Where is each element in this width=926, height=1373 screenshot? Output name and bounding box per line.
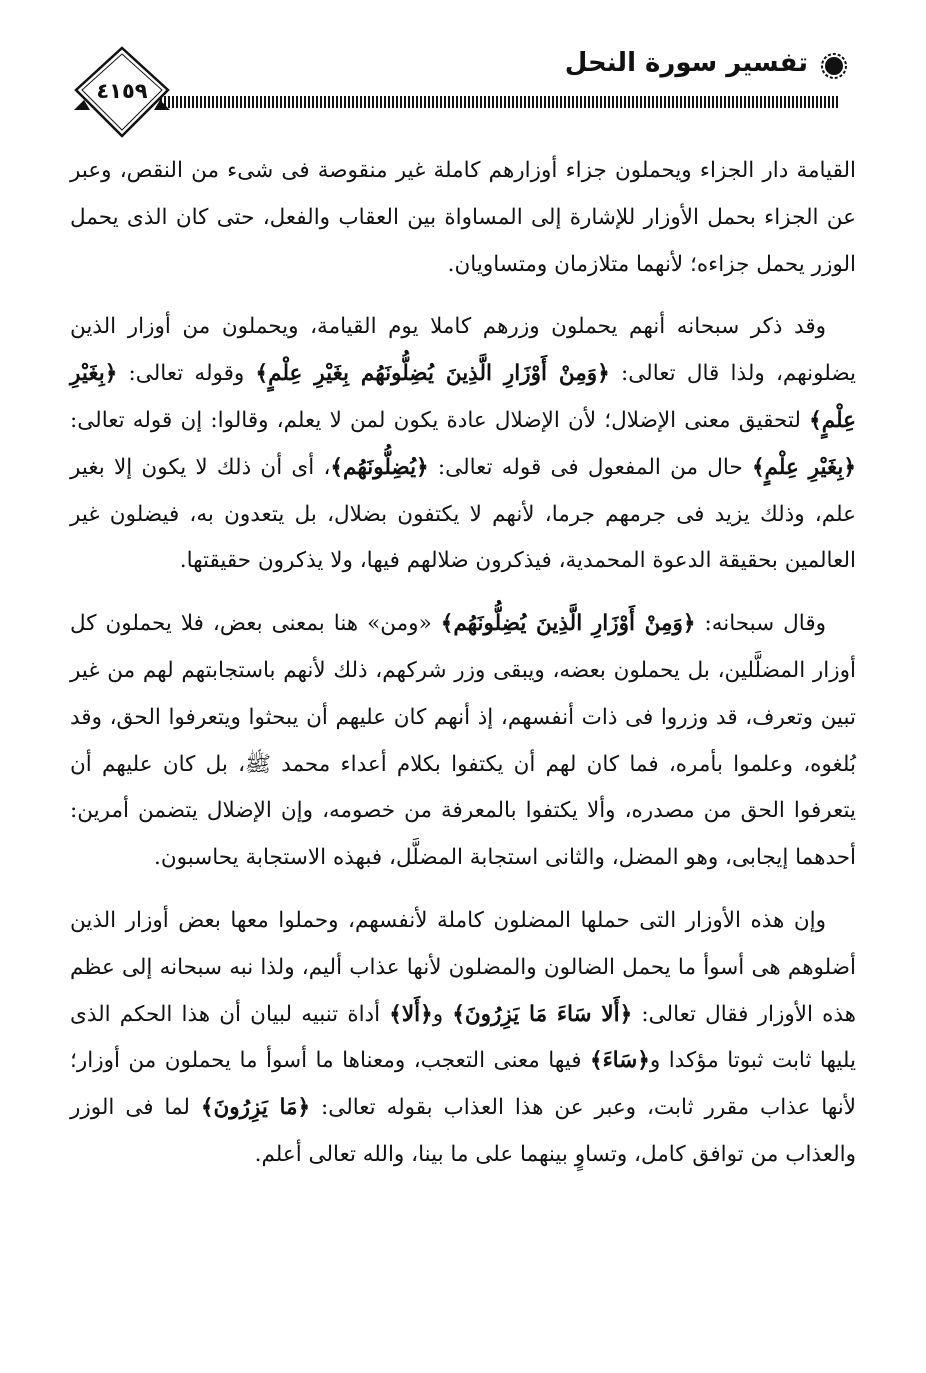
quran-quote: ﴿سَاءَ﴾ <box>589 1048 650 1074</box>
paragraph <box>70 148 856 288</box>
body-text <box>70 148 856 1195</box>
quran-quote: ﴿مَا يَزِرُونَ﴾ <box>200 1095 311 1121</box>
paragraph-text: حال من المفعول فى قوله تعالى: <box>428 454 752 480</box>
paragraph-text: لتحقيق معنى الإضلال؛ لأن الإضلال عادة يكون لمن لا يعلم، وقالوا: إن قوله تعالى: <box>70 407 810 433</box>
page-header <box>0 0 926 150</box>
running-title: تفسير سورة النحل <box>564 48 808 78</box>
paragraph-text: ، أى أن ذلك لا يكون إلا بغير علم، وذلك يزيد فى جرمهم جرما، لأنهم لا يكتفون بضلال، بل يتعدون به، فيضلون غير العالمين بحقيقة الدعوة المحمدية، فيذكرون ضلالهم فيها، ولا يذكرون حقيقتها. <box>70 454 856 574</box>
paragraph-text: أداة تنبيه لبيان أن هذا الحكم الذى يليها ثابت ثبوتا مؤكدا و <box>70 1001 856 1074</box>
paragraph-text: وقد ذكر سبحانه أنهم يحملون وزرهم كاملا يوم القيامة، ويحملون من أوزار الذين يضلونهم، ولذا قال تعالى: <box>70 314 856 387</box>
paragraph <box>70 304 856 585</box>
header-rule <box>160 96 840 108</box>
paragraph-text: لما فى الوزر والعذاب من توافق كامل، وتساوٍ بينهما على ما بينا، والله تعالى أعلم. <box>70 1095 856 1167</box>
quran-quote: ﴿بِغَيْرِ عِلْمٍ﴾ <box>751 454 856 480</box>
flower-ornament-icon <box>820 52 848 80</box>
quran-quote: ﴿يُضِلُّونَهُم﴾ <box>330 454 429 480</box>
paragraph-text: وقال سبحانه: <box>695 611 826 637</box>
quran-quote: ﴿أَلا سَاءَ مَا يَزِرُونَ﴾ <box>452 1001 633 1027</box>
quran-quote: ﴿وَمِنْ أَوْزَارِ الَّذِينَ يُضِلُّونَهُم﴾ <box>440 611 696 637</box>
quran-quote: ﴿أَلا﴾ <box>389 1001 433 1027</box>
paragraph <box>70 601 856 882</box>
paragraph <box>70 898 856 1179</box>
paragraph-text: و <box>432 1001 453 1027</box>
paragraph-text: وقوله تعالى: <box>117 361 256 387</box>
paragraph-text: «ومن» هنا بمعنى بعض، فلا يحملون كل أوزار المضلَّلين، بل يحملون بعضه، ويبقى وزر شركهم، ذلك لأنهم باستجابتهم لهم من غير تبين وتعرف، قد وزروا فى ذات أنفسهم، إذ أنهم كان عليهم أن يبحثوا ويتعرفوا الحق، وقد بُلغوه، وعلموا بأمره، فما كان لهم أن يكتفوا بكلام أعداء محمد ﷺ، بل كان عليهم أن يتعرفوا الحق من مصدره، وألا يكتفوا بالمعرفة من خصومه، وإن الإضلال يتضمن أمرين: أحدهما إيجابى، وهو المضل، والثانى استجابة المضلَّل، فبهذه الاستجابة يحاسبون. <box>70 611 856 871</box>
quran-quote: ﴿وَمِنْ أَوْزَارِ الَّذِينَ يُضِلُّونَهُم بِغَيْرِ عِلْمٍ﴾ <box>255 361 610 387</box>
paragraph-text: وإن هذه الأوزار التى حملها المضلون كاملة لأنفسهم، وحملوا معها بعض أوزار الذين أضلوهم هى أسوأ ما يحمل الضالون والمضلون لأنها عذاب أليم، ولذا نبه سبحانه إلى عظم هذه الأوزار فقال تعالى: <box>70 907 857 1027</box>
page-number: ٤١٥٩ <box>96 79 148 103</box>
paragraph-text: فيها معنى التعجب، ومعناها ما أسوأ ما يحملون من أوزار؛ لأنها عذاب مقرر ثابت، وعبر عن هذا العذاب بقوله تعالى: <box>70 1048 856 1121</box>
paragraph-text: القيامة دار الجزاء ويحملون جزاء أوزارهم كاملة غير منقوصة فى شىء من النقص، وعبر عن الجزاء بحمل الأوزار للإشارة إلى المساواة بين العقاب والفعل، حتى كان الذى يحمل الوزر يحمل جزاءه؛ لأنهما متلازمان ومتساويان. <box>70 158 856 277</box>
quran-quote: ﴿بِغَيْرِ عِلْمٍ﴾ <box>70 361 856 433</box>
